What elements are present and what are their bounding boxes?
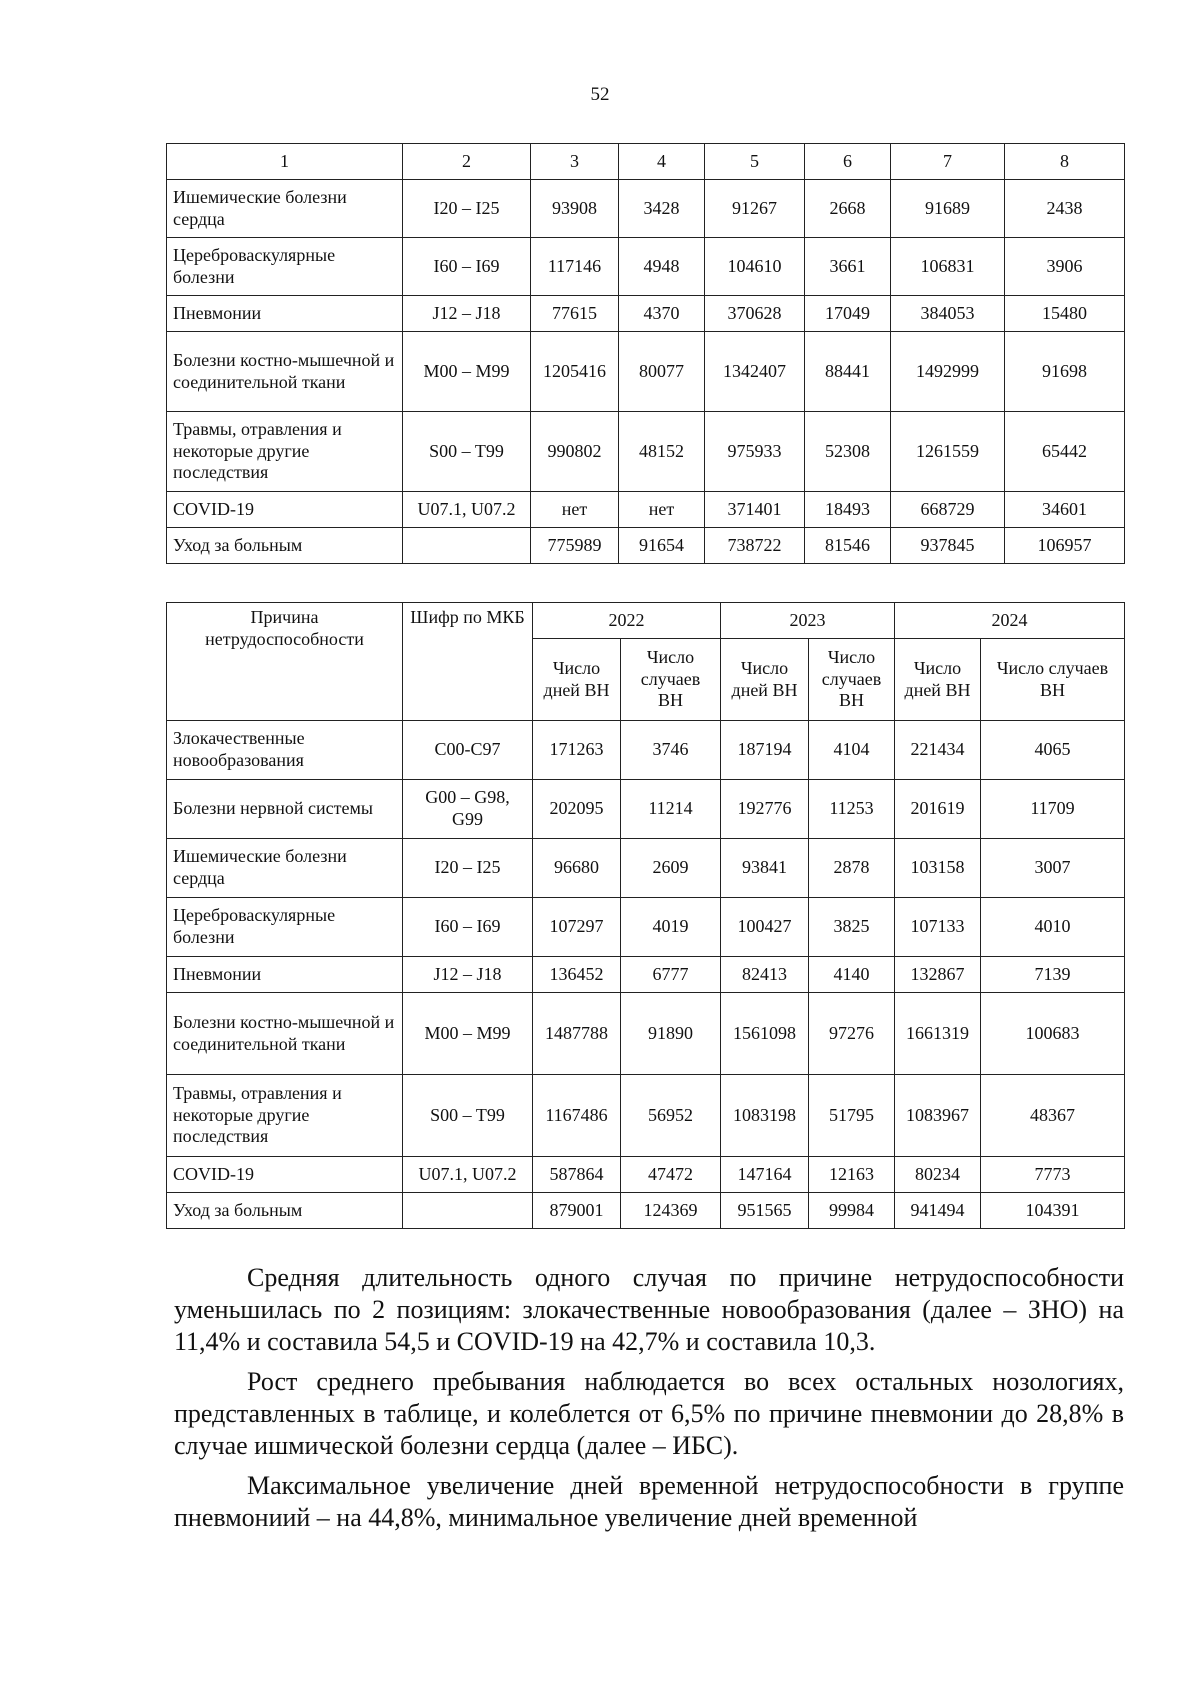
value-cell: 124369 <box>621 1193 721 1229</box>
value-cell: 4010 <box>981 898 1125 957</box>
column-number-row <box>167 144 1125 180</box>
year-header: 2023 <box>721 603 895 639</box>
value-cell: 202095 <box>533 780 621 839</box>
cause-cell: COVID-19 <box>167 1157 403 1193</box>
header-row <box>167 603 1125 639</box>
column-number: 5 <box>705 144 805 180</box>
table-row <box>167 721 1125 780</box>
value-cell: 91689 <box>891 180 1005 238</box>
column-number: 6 <box>805 144 891 180</box>
column-number: 7 <box>891 144 1005 180</box>
value-cell: 941494 <box>895 1193 981 1229</box>
value-cell: 93841 <box>721 839 809 898</box>
value-cell: 100683 <box>981 993 1125 1075</box>
value-cell: 82413 <box>721 957 809 993</box>
value-cell: 77615 <box>531 296 619 332</box>
value-cell: 132867 <box>895 957 981 993</box>
value-cell: 384053 <box>891 296 1005 332</box>
value-cell: 80234 <box>895 1157 981 1193</box>
value-cell: 587864 <box>533 1157 621 1193</box>
value-cell: 221434 <box>895 721 981 780</box>
code-cell: G00 – G98, G99 <box>403 780 533 839</box>
cause-cell: COVID-19 <box>167 492 403 528</box>
cases-header: Число случаев ВН <box>809 639 895 721</box>
code-cell: J12 – J18 <box>403 296 531 332</box>
value-cell: 99984 <box>809 1193 895 1229</box>
value-cell: 103158 <box>895 839 981 898</box>
value-cell: 2668 <box>805 180 891 238</box>
cause-header: Причина нетрудоспособности <box>167 603 403 721</box>
value-cell: 136452 <box>533 957 621 993</box>
cases-header: Число случаев ВН <box>981 639 1125 721</box>
value-cell: 1205416 <box>531 332 619 412</box>
table-row <box>167 238 1125 296</box>
value-cell: 91267 <box>705 180 805 238</box>
cause-cell: Ишемические болезни сердца <box>167 839 403 898</box>
cause-cell: Травмы, отравления и некоторые другие последствия <box>167 1075 403 1157</box>
table-row <box>167 528 1125 564</box>
cause-cell: Уход за больным <box>167 1193 403 1229</box>
body-text <box>174 1262 1124 1542</box>
value-cell: 951565 <box>721 1193 809 1229</box>
value-cell: 192776 <box>721 780 809 839</box>
value-cell: 1342407 <box>705 332 805 412</box>
code-cell <box>403 1193 533 1229</box>
table-row <box>167 296 1125 332</box>
code-cell <box>403 528 531 564</box>
value-cell: 91698 <box>1005 332 1125 412</box>
cause-cell: Травмы, отравления и некоторые другие последствия <box>167 412 403 492</box>
value-cell: 147164 <box>721 1157 809 1193</box>
column-number: 4 <box>619 144 705 180</box>
code-cell: I60 – I69 <box>403 238 531 296</box>
code-cell: I20 – I25 <box>403 180 531 238</box>
value-cell: 12163 <box>809 1157 895 1193</box>
table-row <box>167 180 1125 238</box>
code-cell: I20 – I25 <box>403 839 533 898</box>
year-header: 2024 <box>895 603 1125 639</box>
column-number: 1 <box>167 144 403 180</box>
code-cell: I60 – I69 <box>403 898 533 957</box>
value-cell: 34601 <box>1005 492 1125 528</box>
value-cell: 2438 <box>1005 180 1125 238</box>
code-cell: U07.1, U07.2 <box>403 1157 533 1193</box>
value-cell: 56952 <box>621 1075 721 1157</box>
paragraph: Рост среднего пребывания наблюдается во всех остальных нозологиях, представленных в таблице, и колеблется от 6,5% по причине пневмонии до 28,8% в случае ишмической болезни сердца (далее – ИБС). <box>174 1367 1124 1460</box>
value-cell: 100427 <box>721 898 809 957</box>
value-cell: 107133 <box>895 898 981 957</box>
code-header: Шифр по МКБ <box>403 603 533 721</box>
code-cell: S00 – T99 <box>403 412 531 492</box>
value-cell: 65442 <box>1005 412 1125 492</box>
value-cell: 975933 <box>705 412 805 492</box>
cause-cell: Цереброваскулярные болезни <box>167 238 403 296</box>
value-cell: 91890 <box>621 993 721 1075</box>
value-cell: 1167486 <box>533 1075 621 1157</box>
value-cell: 1661319 <box>895 993 981 1075</box>
value-cell: 48152 <box>619 412 705 492</box>
value-cell: 187194 <box>721 721 809 780</box>
value-cell: 17049 <box>805 296 891 332</box>
value-cell: 18493 <box>805 492 891 528</box>
value-cell: 879001 <box>533 1193 621 1229</box>
cases-header: Число случаев ВН <box>621 639 721 721</box>
code-cell: C00-C97 <box>403 721 533 780</box>
table-row <box>167 332 1125 412</box>
code-cell: S00 – T99 <box>403 1075 533 1157</box>
cause-cell: Уход за больным <box>167 528 403 564</box>
paragraph: Максимальное увеличение дней временной нетрудоспособности в группе пневмониий – на 44,8%, минимальное увеличение дней временной <box>174 1471 1124 1532</box>
value-cell: 104391 <box>981 1193 1125 1229</box>
value-cell: 52308 <box>805 412 891 492</box>
page-number: 52 <box>590 84 610 105</box>
value-cell: 48367 <box>981 1075 1125 1157</box>
code-cell: M00 – M99 <box>403 993 533 1075</box>
value-cell: 1083198 <box>721 1075 809 1157</box>
paragraph: Средняя длительность одного случая по причине нетрудоспособности уменьшилась по 2 позициям: злокачественные новообразования (далее – ЗНО) на 11,4% и составила 54,5 и COVID-19 на 42,7% и составила 10,3. <box>174 1263 1124 1356</box>
value-cell: 775989 <box>531 528 619 564</box>
value-cell: 47472 <box>621 1157 721 1193</box>
value-cell: 937845 <box>891 528 1005 564</box>
value-cell: 668729 <box>891 492 1005 528</box>
column-number: 3 <box>531 144 619 180</box>
table-row <box>167 839 1125 898</box>
cause-cell: Злокачественные новообразования <box>167 721 403 780</box>
table-row <box>167 898 1125 957</box>
column-number: 2 <box>403 144 531 180</box>
value-cell: 91654 <box>619 528 705 564</box>
value-cell: 11214 <box>621 780 721 839</box>
value-cell: 201619 <box>895 780 981 839</box>
table-row <box>167 1193 1125 1229</box>
code-cell: M00 – M99 <box>403 332 531 412</box>
value-cell: 4140 <box>809 957 895 993</box>
table-top <box>166 143 1125 564</box>
value-cell: 11709 <box>981 780 1125 839</box>
value-cell: 4019 <box>621 898 721 957</box>
value-cell: 107297 <box>533 898 621 957</box>
table-row <box>167 1075 1125 1157</box>
value-cell: 990802 <box>531 412 619 492</box>
value-cell: 4065 <box>981 721 1125 780</box>
value-cell: 1487788 <box>533 993 621 1075</box>
value-cell: 11253 <box>809 780 895 839</box>
value-cell: 7139 <box>981 957 1125 993</box>
value-cell: 1561098 <box>721 993 809 1075</box>
value-cell: 2878 <box>809 839 895 898</box>
value-cell: 3661 <box>805 238 891 296</box>
value-cell: 7773 <box>981 1157 1125 1193</box>
code-cell: U07.1, U07.2 <box>403 492 531 528</box>
value-cell: 15480 <box>1005 296 1125 332</box>
days-header: Число дней ВН <box>895 639 981 721</box>
value-cell: 104610 <box>705 238 805 296</box>
cause-cell: Пневмонии <box>167 957 403 993</box>
table-row <box>167 957 1125 993</box>
code-cell: J12 – J18 <box>403 957 533 993</box>
value-cell: 4104 <box>809 721 895 780</box>
table-row <box>167 492 1125 528</box>
value-cell: нет <box>531 492 619 528</box>
table-row <box>167 780 1125 839</box>
cause-cell: Пневмонии <box>167 296 403 332</box>
value-cell: 4948 <box>619 238 705 296</box>
cause-cell: Болезни костно-мышечной и соединительной ткани <box>167 332 403 412</box>
value-cell: 96680 <box>533 839 621 898</box>
value-cell: 3428 <box>619 180 705 238</box>
table-row <box>167 993 1125 1075</box>
value-cell: 1492999 <box>891 332 1005 412</box>
value-cell: 80077 <box>619 332 705 412</box>
days-header: Число дней ВН <box>533 639 621 721</box>
value-cell: 371401 <box>705 492 805 528</box>
value-cell: 88441 <box>805 332 891 412</box>
column-number: 8 <box>1005 144 1125 180</box>
cause-cell: Цереброваскулярные болезни <box>167 898 403 957</box>
value-cell: нет <box>619 492 705 528</box>
value-cell: 117146 <box>531 238 619 296</box>
value-cell: 1261559 <box>891 412 1005 492</box>
value-cell: 370628 <box>705 296 805 332</box>
table-bottom <box>166 602 1125 1229</box>
value-cell: 3007 <box>981 839 1125 898</box>
cause-cell: Болезни костно-мышечной и соединительной ткани <box>167 993 403 1075</box>
value-cell: 2609 <box>621 839 721 898</box>
value-cell: 3825 <box>809 898 895 957</box>
value-cell: 3906 <box>1005 238 1125 296</box>
value-cell: 106957 <box>1005 528 1125 564</box>
value-cell: 81546 <box>805 528 891 564</box>
value-cell: 3746 <box>621 721 721 780</box>
days-header: Число дней ВН <box>721 639 809 721</box>
value-cell: 6777 <box>621 957 721 993</box>
value-cell: 106831 <box>891 238 1005 296</box>
cause-cell: Болезни нервной системы <box>167 780 403 839</box>
cause-cell: Ишемические болезни сердца <box>167 180 403 238</box>
value-cell: 93908 <box>531 180 619 238</box>
value-cell: 97276 <box>809 993 895 1075</box>
year-header: 2022 <box>533 603 721 639</box>
table-row <box>167 1157 1125 1193</box>
value-cell: 738722 <box>705 528 805 564</box>
value-cell: 4370 <box>619 296 705 332</box>
value-cell: 171263 <box>533 721 621 780</box>
value-cell: 1083967 <box>895 1075 981 1157</box>
value-cell: 51795 <box>809 1075 895 1157</box>
table-row <box>167 412 1125 492</box>
